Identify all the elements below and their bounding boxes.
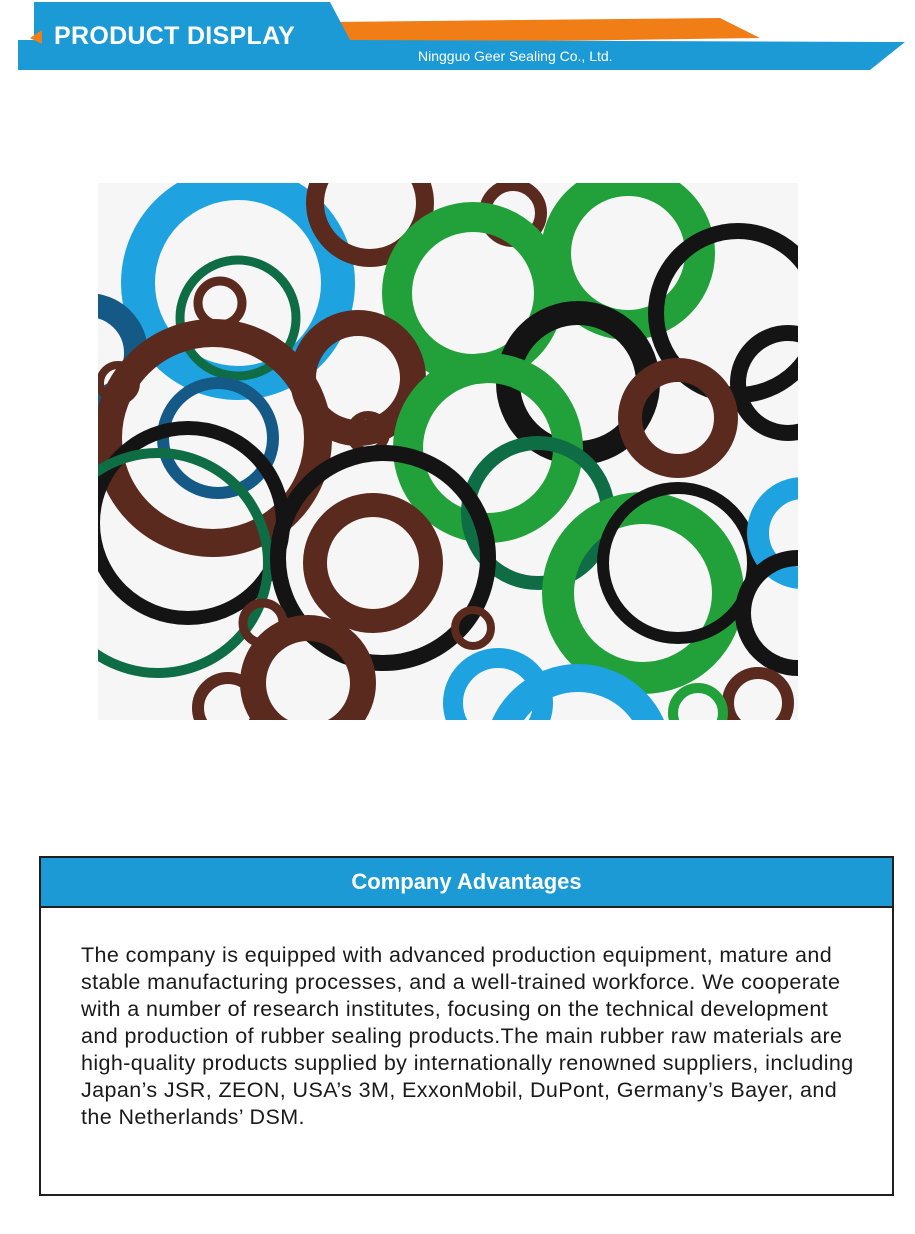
product-display-banner — [0, 0, 915, 80]
banner-orange-stripe — [330, 18, 760, 44]
o-rings-illustration — [98, 183, 798, 720]
product-photo-o-rings — [98, 183, 798, 720]
company-advantages-text: The company is equipped with advanced production equipment, mature and stable manufacturing processes, and a well-trained workforce. We cooperate with a number of research institutes, focusing on the technical development and production of rubber sealing products.The main rubber raw materials are high-quality products supplied by internationally renowned suppliers, including Japan’s JSR, ZEON, USA’s 3M, ExxonMobil, DuPont, Germany’s Bayer, and the Netherlands’ DSM. — [81, 943, 854, 1129]
company-advantages-panel — [39, 856, 894, 1196]
company-advantages-title: Company Advantages — [351, 869, 582, 894]
company-advantages-header — [41, 858, 892, 908]
company-name: Ningguo Geer Sealing Co., Ltd. — [418, 48, 613, 64]
banner-title: PRODUCT DISPLAY — [54, 22, 296, 50]
